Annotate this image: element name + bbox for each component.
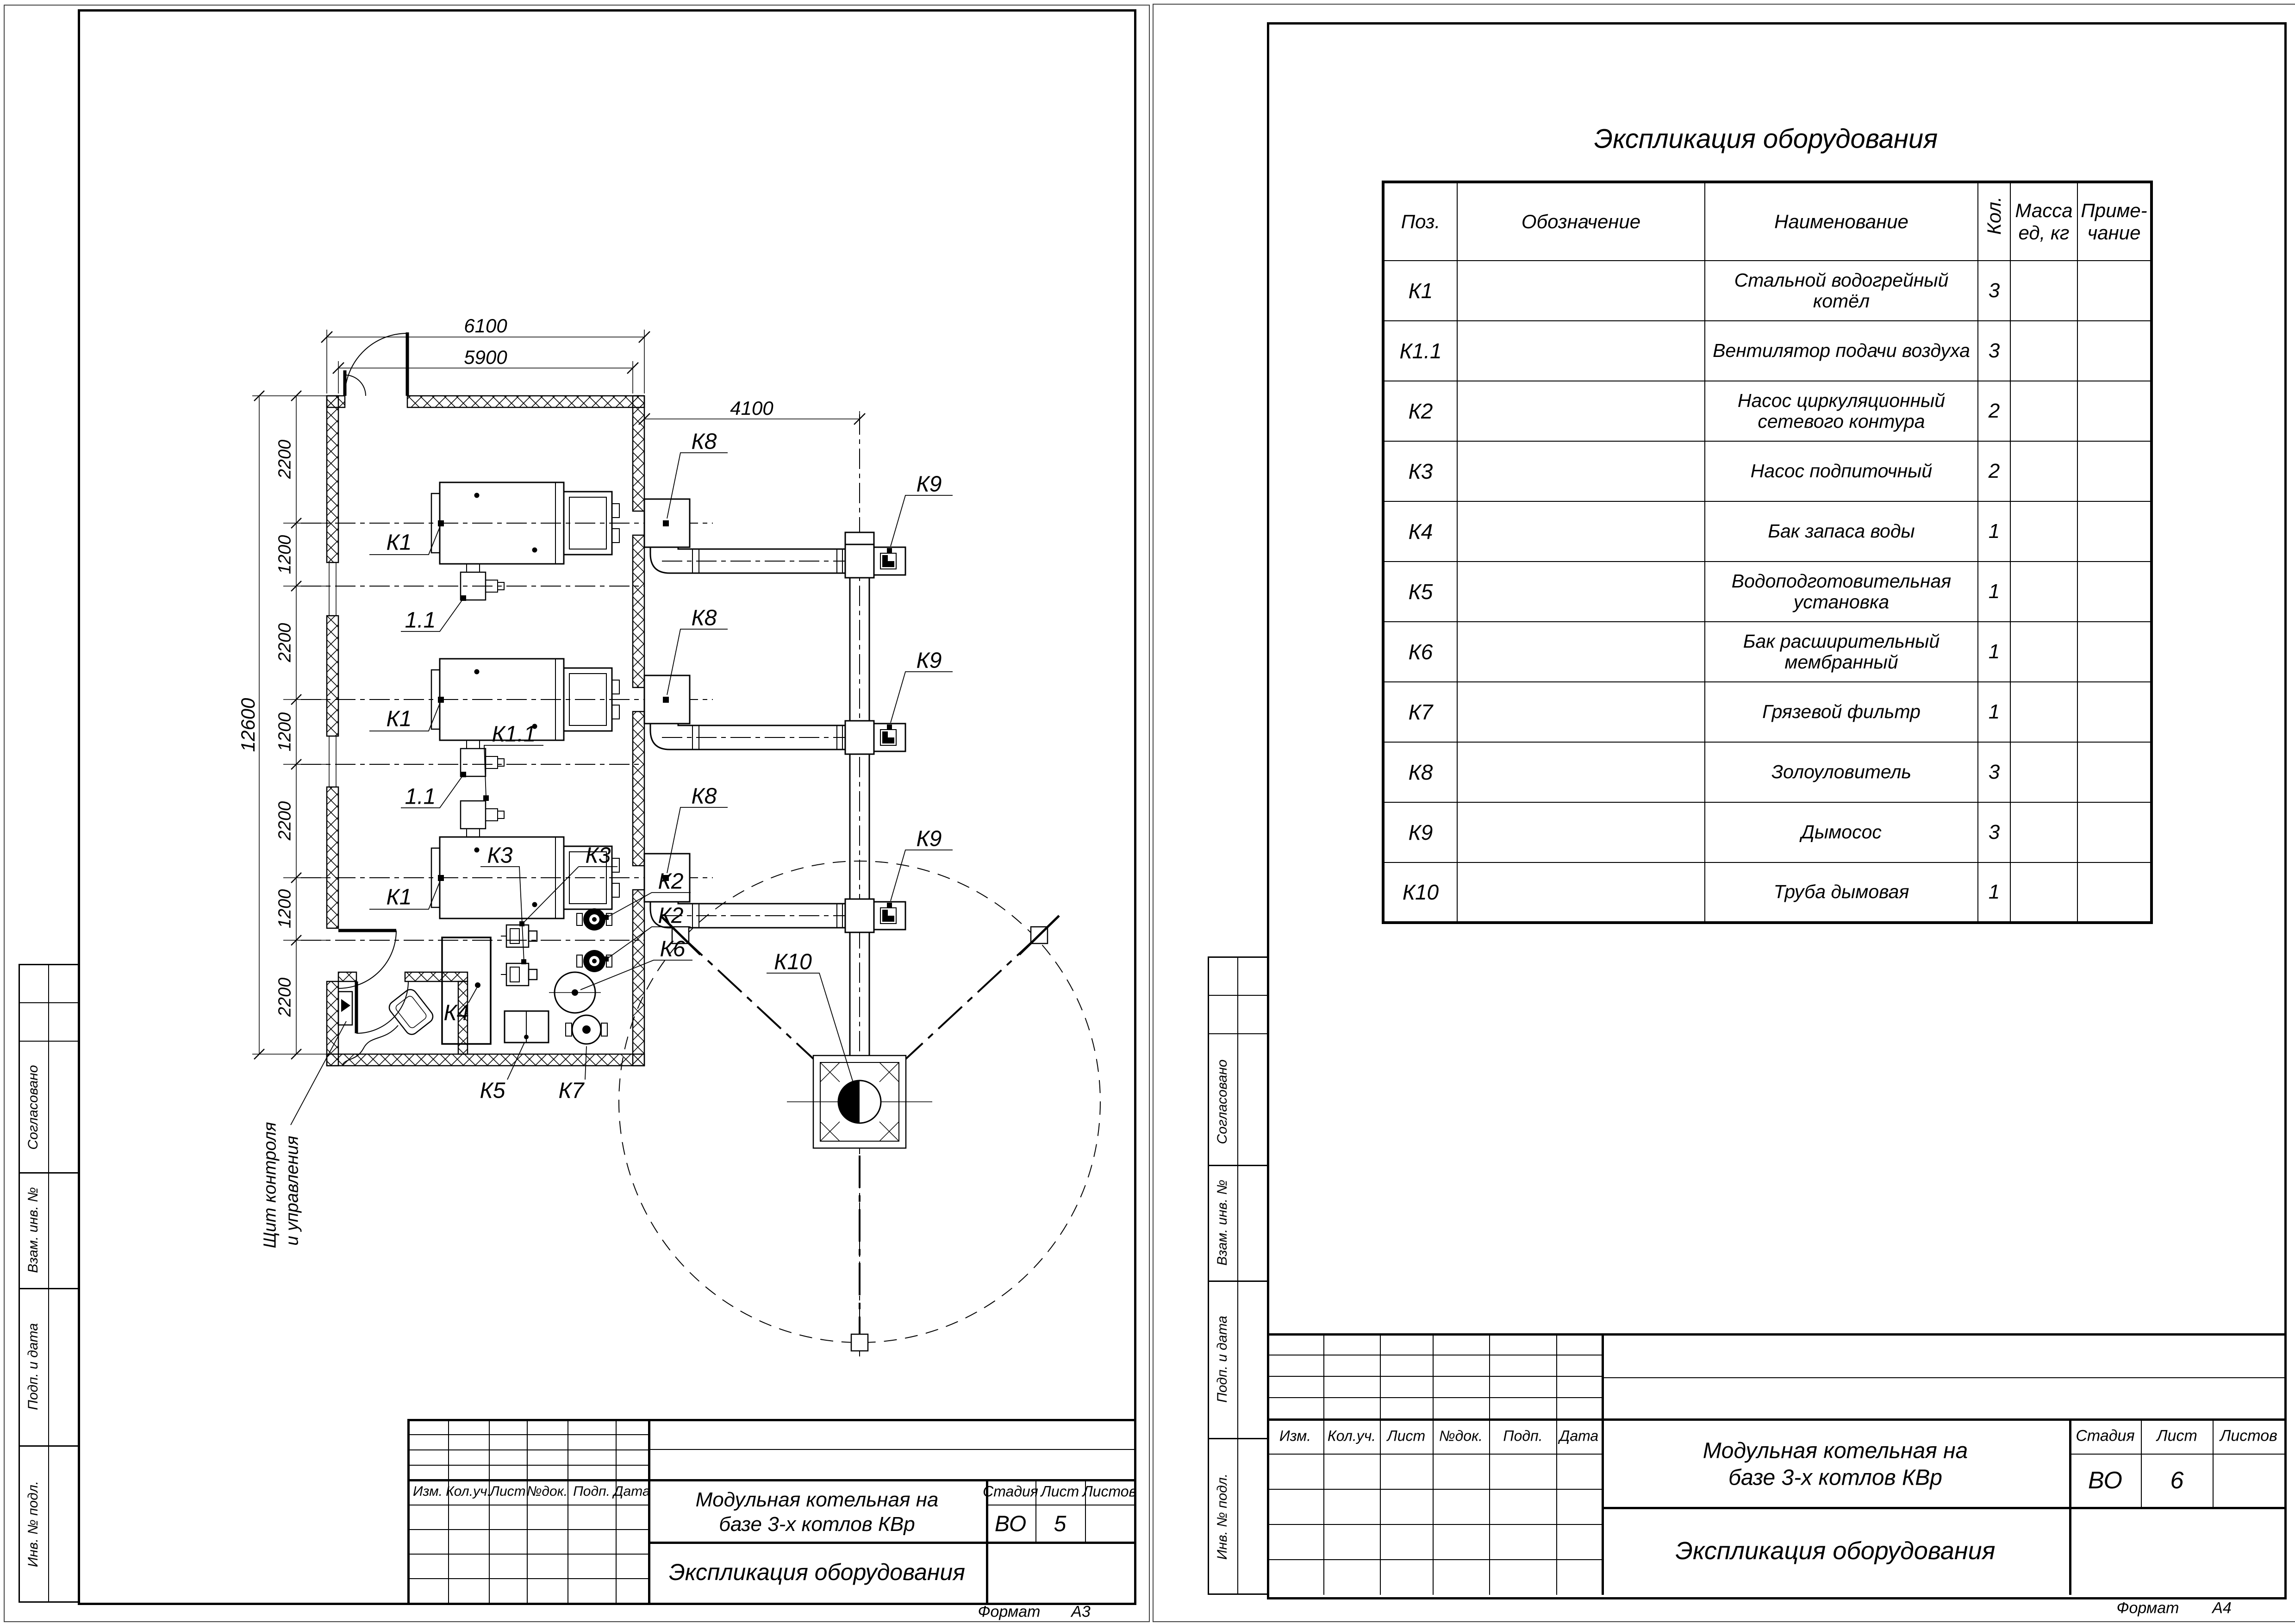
tbr-col-data: Дата [1559, 1427, 1599, 1444]
format-value-a3: А3 [1071, 1603, 1091, 1621]
tbr-col-izm: Изм. [1279, 1427, 1311, 1444]
dim-chain-3: 2200 [275, 623, 295, 662]
label-k3-2: К3 [585, 843, 611, 868]
tb-sheet-value: 5 [1054, 1512, 1066, 1537]
label-k1-3: К1 [386, 885, 412, 910]
tbr-stage-value: ВО [2088, 1467, 2122, 1494]
th-designation: Обозначение [1457, 182, 1705, 261]
stamp-replace-inv-r: Взам. инв. № [1215, 1180, 1230, 1266]
label-fan-3: К1.1 [492, 722, 536, 747]
label-k1-1: К1 [386, 530, 412, 555]
label-k2-1: К2 [658, 869, 684, 894]
table-row: К5 Водоподготовительная установка 1 [1383, 562, 2152, 622]
stamp-sign-date-r: Подп. и дата [1215, 1316, 1230, 1403]
table-row: К10 Труба дымовая 1 [1383, 862, 2152, 923]
tb-col-data: Дата [613, 1484, 650, 1499]
tbr-sheet-value: 6 [2170, 1467, 2184, 1494]
dim-chain-2: 1200 [275, 535, 295, 575]
tbr-col-koluch: Кол.уч. [1327, 1427, 1376, 1444]
table-row: К3 Насос подпиточный 2 [1383, 441, 2152, 501]
label-k10: К10 [774, 949, 812, 974]
pump-k3-1 [501, 925, 537, 947]
flue-run-2 [644, 675, 905, 754]
stamp-inv-orig: Инв. № подл. [25, 1480, 41, 1568]
tbr-sheets-label: Листов [2220, 1427, 2277, 1445]
label-k9-1: К9 [916, 472, 942, 497]
table-row: К6 Бак расширительный мембранный 1 [1383, 622, 2152, 682]
label-k2-2: К2 [658, 903, 684, 928]
stamp-inv-orig-r: Инв. № подл. [1215, 1473, 1230, 1560]
tb-stage-value: ВО [994, 1512, 1027, 1537]
tb-col-podp: Подп. [573, 1484, 610, 1499]
stamp-approved: Согласовано [25, 1065, 41, 1150]
label-k8-1: К8 [691, 429, 717, 454]
th-qty: Кол. [1978, 182, 2010, 261]
tbr-project-2: базе 3-х котлов КВр [1728, 1465, 1942, 1490]
tb-project-1: Модульная котельная на [695, 1488, 939, 1511]
tb-sheet-label: Лист [1041, 1483, 1079, 1500]
table-row: К1 Стальной водогрейный котёл 3 [1383, 261, 2152, 321]
label-k3-1: К3 [487, 843, 513, 868]
dim-chain-5: 2200 [275, 801, 295, 841]
boiler-1 [431, 482, 619, 600]
note-control-panel-2: и управления [282, 1136, 302, 1246]
tbr-doc-title: Экспликация оборудования [1675, 1537, 1996, 1565]
stamp-replace-inv: Взам. инв. № [25, 1187, 41, 1273]
label-k1-2: К1 [386, 706, 412, 731]
tb-col-dok: №док. [526, 1484, 568, 1499]
tb-col-koluch: Кол.уч. [446, 1484, 491, 1499]
table-row: К7 Грязевой фильтр 1 [1383, 682, 2152, 742]
filter-k7 [566, 1015, 607, 1044]
dimension-ticks [254, 331, 865, 1059]
note-control-panel-1: Щит контроля [260, 1122, 280, 1249]
dim-chain-7: 2200 [275, 977, 295, 1017]
tb-col-list: Лист [490, 1484, 526, 1499]
table-row: К8 Золоуловитель 3 [1383, 742, 2152, 802]
tbr-col-podp: Подп. [1503, 1427, 1543, 1444]
table-row: К2 Насос циркуляционный сетевого контура 2 [1383, 381, 2152, 441]
tb-col-izm: Изм. [413, 1484, 443, 1499]
label-k9-3: К9 [916, 826, 942, 851]
tbr-col-list: Лист [1387, 1427, 1426, 1444]
table-row: К4 Бак запаса воды 1 [1383, 501, 2152, 562]
tb-project-2: базе 3-х котлов КВр [719, 1513, 915, 1536]
tank-k6 [549, 972, 601, 1013]
th-pos: Поз. [1383, 182, 1457, 261]
th-note: Приме- чание [2077, 182, 2152, 261]
dim-12600: 12600 [237, 698, 259, 752]
format-value-a4: А4 [2212, 1599, 2232, 1617]
table-title: Экспликация оборудования [1594, 124, 1938, 154]
tbr-stage-label: Стадия [2076, 1427, 2135, 1445]
th-mass: Масса ед, кг [2010, 182, 2077, 261]
tb-sheets-label: Листов [1082, 1483, 1137, 1500]
tbr-project-1: Модульная котельная на [1703, 1438, 1968, 1463]
dim-chain-6: 1200 [275, 889, 295, 929]
format-label-a4: Формат [2116, 1599, 2179, 1617]
boiler-2 [431, 659, 619, 776]
label-k5: К5 [480, 1078, 505, 1103]
control-panel [338, 992, 352, 1025]
dim-4100: 4100 [730, 397, 773, 419]
label-k6: К6 [660, 937, 686, 962]
stamp-approved-r: Согласовано [1215, 1059, 1230, 1144]
format-label-a3: Формат [978, 1603, 1041, 1621]
table-row: К1.1 Вентилятор подачи воздуха 3 [1383, 321, 2152, 381]
th-name: Наименование [1705, 182, 1978, 261]
dim-5900: 5900 [464, 346, 507, 368]
tbr-col-dok: №док. [1439, 1427, 1483, 1444]
dim-6100: 6100 [464, 315, 507, 337]
table-row: К9 Дымосос 3 [1383, 802, 2152, 862]
label-k7: К7 [558, 1078, 584, 1103]
label-k4: К4 [443, 1000, 469, 1025]
equipment-table [1382, 181, 2153, 924]
label-k8-2: К8 [691, 606, 717, 631]
unit-k5 [505, 1011, 549, 1043]
tb-stage-label: Стадия [983, 1483, 1038, 1500]
tb-doc-title: Экспликация оборудования [669, 1559, 965, 1585]
label-k9-2: К9 [916, 648, 942, 673]
doors [338, 332, 408, 1033]
tbr-sheet-label: Лист [2157, 1427, 2197, 1445]
label-fan-1: 1.1 [405, 608, 436, 633]
flue-run-3 [644, 854, 905, 932]
stamp-sign-date: Подп. и дата [25, 1323, 41, 1410]
label-fan-2: 1.1 [405, 784, 436, 809]
label-k8-3: К8 [691, 784, 717, 809]
dim-chain-4: 1200 [275, 712, 295, 752]
pump-k3-2 [501, 963, 537, 986]
dim-chain-1: 2200 [275, 439, 295, 479]
